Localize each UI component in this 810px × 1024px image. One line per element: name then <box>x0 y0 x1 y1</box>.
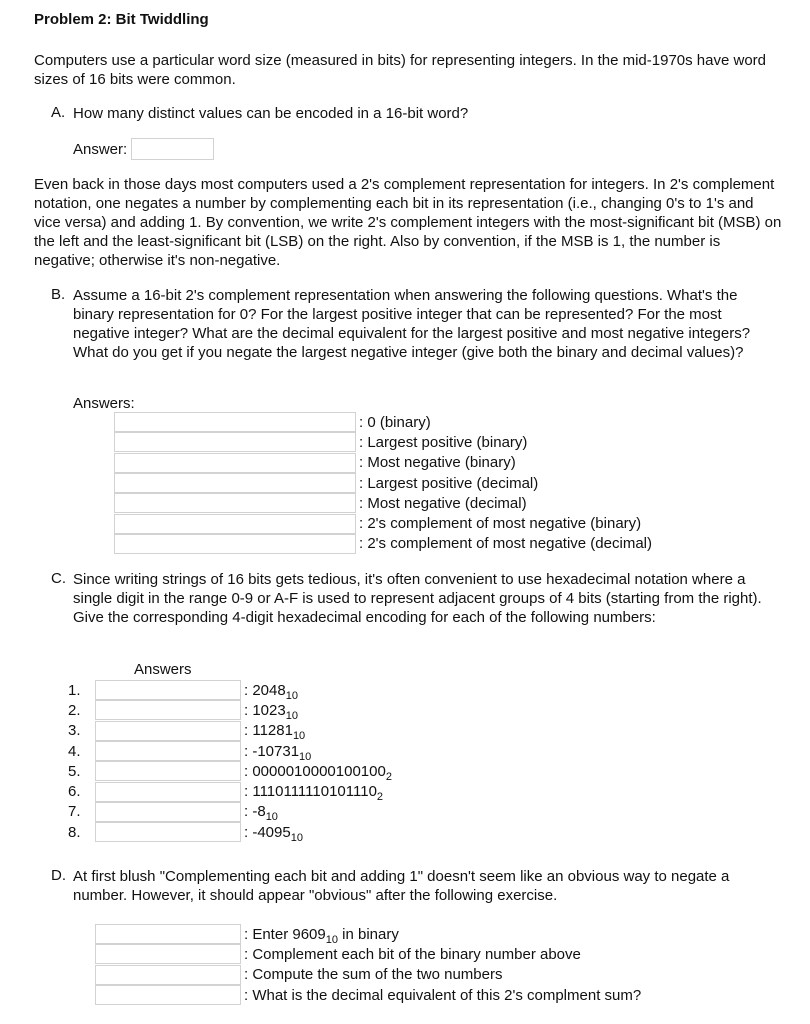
answer-d-label-4: : What is the decimal equivalent of this 2's complment sum? <box>244 986 642 1004</box>
answer-d-row <box>95 965 641 985</box>
answers-d-list <box>95 924 641 1005</box>
answers-c-list <box>68 680 392 842</box>
answer-c-number: 1. <box>68 681 81 699</box>
answer-b-row <box>114 493 652 513</box>
answer-c-row <box>68 680 392 700</box>
answer-c-input-1[interactable] <box>95 680 241 700</box>
answer-c-input-2[interactable] <box>95 700 241 720</box>
answer-d-row <box>95 985 641 1005</box>
answer-b-row <box>114 412 652 432</box>
answer-b-label: : 2's complement of most negative (decimal) <box>359 535 652 553</box>
question-a-text: How many distinct values can be encoded in a 16-bit word? <box>73 105 469 122</box>
answer-c-label: : $-8_{10}$ <box>244 803 278 824</box>
answer-c-input-7[interactable] <box>95 802 241 822</box>
question-b <box>51 286 781 362</box>
answer-c-number: 3. <box>68 722 81 740</box>
answer-b-label: : 2's complement of most negative (binary) <box>359 515 642 533</box>
question-a-letter: A. <box>51 104 66 121</box>
answer-d-input-2[interactable] <box>95 944 241 964</box>
question-c <box>51 570 781 627</box>
answer-c-input-5[interactable] <box>95 761 241 781</box>
answer-d-label-1: : Enter $9609_{10}$ in binary <box>244 925 399 946</box>
question-b-text: Assume a 16-bit 2's complement representation when answering the following questions. What's the binary representation for 0? For the largest positive integer that can be represented? For the most negative integer? What are the decimal equivalent for the largest positive and most negative integers? What do you get if you negate the largest negative integer (give both the binary and decimal values)? <box>73 287 751 361</box>
answer-b-input-4[interactable] <box>114 473 356 493</box>
answer-c-number: 5. <box>68 762 81 780</box>
answer-c-label: : $0000010000100100_2$ <box>244 762 392 783</box>
answer-d-input-1[interactable] <box>95 924 241 944</box>
answer-d-input-4[interactable] <box>95 985 241 1005</box>
answer-c-row <box>68 700 392 720</box>
intro-paragraph: Computers use a particular word size (measured in bits) for representing integers. In the mid-1970s have word sizes of 16 bits were common. <box>34 52 767 88</box>
answer-b-row <box>114 453 652 473</box>
answer-b-input-7[interactable] <box>114 534 356 554</box>
answer-c-number: 6. <box>68 783 81 801</box>
answer-c-input-6[interactable] <box>95 782 241 802</box>
answer-d-row <box>95 924 641 944</box>
answer-b-row <box>114 534 652 554</box>
answer-b-row <box>114 513 652 533</box>
answer-c-input-3[interactable] <box>95 721 241 741</box>
answer-c-row <box>68 721 392 741</box>
answer-b-row <box>114 432 652 452</box>
answer-b-input-1[interactable] <box>114 412 356 432</box>
answer-c-label: : $1110111110101110_2$ <box>244 783 384 804</box>
question-b-letter: B. <box>51 286 66 303</box>
answer-c-label: : $1023_{10}$ <box>244 701 298 722</box>
question-d-text: At first blush "Complementing each bit and adding 1" doesn't seem like an obvious way to negate a number. However, it should appear "obvious" after the following exercise. <box>73 868 730 904</box>
answer-d-label-2: : Complement each bit of the binary number above <box>244 945 581 963</box>
answer-a-input[interactable] <box>131 138 214 160</box>
answer-a-row <box>73 138 214 160</box>
answer-c-label: : $-10731_{10}$ <box>244 742 312 763</box>
answer-d-label-3: : Compute the sum of the two numbers <box>244 966 503 984</box>
answer-c-number: 8. <box>68 823 81 841</box>
answer-b-input-2[interactable] <box>114 432 356 452</box>
answer-c-label: : $2048_{10}$ <box>244 681 298 702</box>
question-c-text: Since writing strings of 16 bits gets tedious, it's often convenient to use hexadecimal notation where a single digit in the range 0-9 or A-F is used to represent adjacent groups of 4 bits (starting from the right). Give the corresponding 4-digit hexadecimal encoding for each of the following numbers: <box>73 571 762 626</box>
answer-c-label: : $-4095_{10}$ <box>244 823 303 844</box>
question-a <box>51 104 781 123</box>
page-title: Problem 2: Bit Twiddling <box>34 11 209 28</box>
question-c-letter: C. <box>51 570 66 587</box>
answer-d-row <box>95 944 641 964</box>
answer-b-input-6[interactable] <box>114 514 356 534</box>
answer-c-input-8[interactable] <box>95 822 241 842</box>
answer-c-row <box>68 741 392 761</box>
answer-c-row <box>68 781 392 804</box>
twos-complement-paragraph: Even back in those days most computers used a 2's complement representation for integers. In 2's complement notation, one negates a number by complementing each bit in its representation (i.e., changing 0's to 1's and vice versa) and adding 1. By convention, we write 2's complement integers with the most-significant bit (MSB) on the left and the least-significant bit (LSB) on the right. Also by convention, if the MSB is 1, the number is negative; otherwise it's non-negative. <box>34 176 782 269</box>
answers-b-list <box>114 412 652 554</box>
answers-b-label: Answers: <box>73 395 135 412</box>
answer-b-label: : Largest positive (binary) <box>359 433 528 451</box>
answer-b-label: : Most negative (decimal) <box>359 494 527 512</box>
answer-c-number: 2. <box>68 701 81 719</box>
answer-c-label: : $11281_{10}$ <box>244 722 306 743</box>
answer-b-input-5[interactable] <box>114 493 356 513</box>
answer-b-row <box>114 473 652 493</box>
answer-c-row <box>68 761 392 781</box>
answer-c-number: 7. <box>68 803 81 821</box>
answer-c-row <box>68 822 392 842</box>
answer-a-label: Answer: <box>73 140 128 158</box>
answers-c-header: Answers <box>134 661 192 678</box>
question-d <box>51 867 781 905</box>
question-d-letter: D. <box>51 867 66 884</box>
answer-b-label: : Most negative (binary) <box>359 454 516 472</box>
answer-b-label: : Largest positive (decimal) <box>359 474 539 492</box>
answer-c-number: 4. <box>68 742 81 760</box>
answer-c-row <box>68 802 392 822</box>
answer-b-label: : 0 (binary) <box>359 413 431 431</box>
answer-c-input-4[interactable] <box>95 741 241 761</box>
answer-b-input-3[interactable] <box>114 453 356 473</box>
answer-d-input-3[interactable] <box>95 965 241 985</box>
